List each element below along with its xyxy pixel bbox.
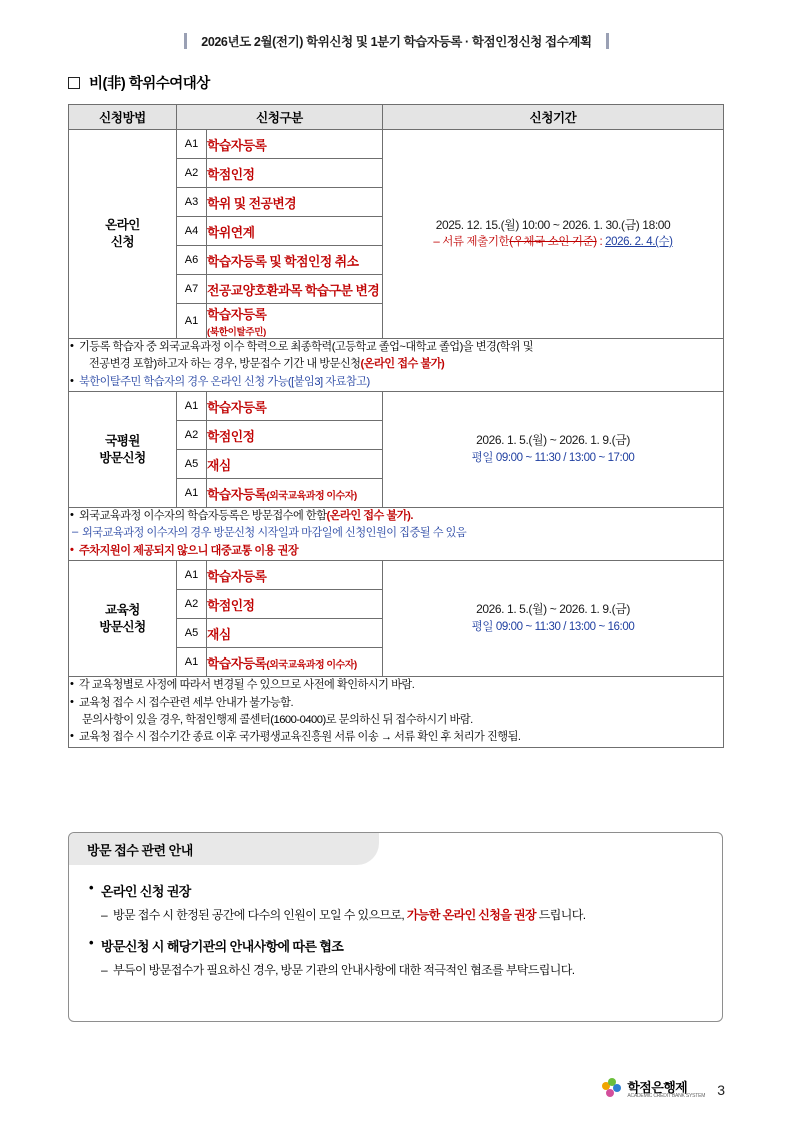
table-row <box>69 561 724 590</box>
table-notes-row <box>69 339 724 392</box>
period-line-1: 2025. 12. 15.(월) 10:00 ~ 2026. 1. 30.(금) 18:00 <box>435 217 671 232</box>
notes-online <box>69 339 724 392</box>
notice-item <box>89 881 704 924</box>
code-cell: A4 <box>177 217 207 246</box>
name-cell: 학점인정 <box>207 159 383 188</box>
code-cell: A1 <box>177 130 207 159</box>
name-cell: 학습자등록 및 학점인정 취소 <box>207 246 383 275</box>
code-cell: A2 <box>177 421 207 450</box>
note-item: – 외국교육과정 이수자의 경우 방문신청 시작일과 마감일에 신청인원이 집중될 수 있음 <box>69 525 723 542</box>
code-cell: A7 <box>177 275 207 304</box>
code-cell: A1 <box>177 479 207 508</box>
flower-icon <box>602 1080 622 1100</box>
note-item: • 교육청 접수 시 접수관련 세부 안내가 불가능함. <box>69 695 723 712</box>
name-cell: 전공교양호환과목 학습구분 변경 <box>207 275 383 304</box>
name-cell: 학습자등록 (북한이탈주민) <box>207 304 383 339</box>
name-cell: 학습자등록 <box>207 130 383 159</box>
notice-item-body: – 방문 접수 시 한정된 공간에 다수의 인원이 모일 수 있으므로, 가능한 온라인 신청을 권장 드립니다. <box>89 906 704 924</box>
name-cell: 학위 및 전공변경 <box>207 188 383 217</box>
method-gukpyeongwon: 국평원 방문신청 <box>69 392 177 508</box>
notice-item-head: • 온라인 신청 권장 <box>89 881 704 900</box>
logo-label-en: ACADEMIC CREDIT BANK SYSTEM <box>627 1093 706 1100</box>
code-cell: A1 <box>177 392 207 421</box>
header-right-bar <box>606 33 609 49</box>
logo-label-kr: 학점은행제 <box>627 1079 688 1095</box>
period-line-2: – 서류 제출기한(우체국 소인 기준) : 2026. 2. 4.(수) <box>433 236 673 249</box>
code-cell: A1 <box>177 561 207 590</box>
th-method: 신청방법 <box>69 105 177 130</box>
period-line-2: 평일 09:00 ~ 11:30 / 13:00 ~ 17:00 <box>471 451 635 464</box>
header-left-bar <box>184 33 187 49</box>
table-notes-row <box>69 508 724 561</box>
note-item: • 외국교육과정 이수자의 학습자등록은 방문접수에 한함(온라인 접수 불가). <box>69 508 723 525</box>
name-cell: 재심 <box>207 619 383 648</box>
method-education-office: 교육청 방문신청 <box>69 561 177 677</box>
visit-notice-box <box>68 832 723 1022</box>
period-line-1: 2026. 1. 5.(월) ~ 2026. 1. 9.(금) <box>476 602 630 617</box>
note-item: • 주차지원이 제공되지 않으니 대중교통 이용 권장 <box>69 543 723 560</box>
page-number: 3 <box>717 1082 725 1098</box>
notice-item-head: • 방문신청 시 해당기관의 안내사항에 따른 협조 <box>89 936 704 955</box>
th-category: 신청구분 <box>177 105 383 130</box>
code-cell: A3 <box>177 188 207 217</box>
notes-gukpyeongwon <box>69 508 724 561</box>
application-table-wrap <box>68 104 723 748</box>
note-item: • 북한이탈주민 학습자의 경우 온라인 신청 가능([붙임3] 자료참고) <box>69 374 723 391</box>
notice-body <box>89 881 704 991</box>
section-title-label: 비(非) 학위수여대상 <box>89 76 210 92</box>
table-notes-row <box>69 677 724 747</box>
notice-item-body: – 부득이 방문접수가 필요하신 경우, 방문 기관의 안내사항에 대한 적극적인 협조를 부탁드립니다. <box>89 961 704 979</box>
notes-education-office <box>69 677 724 747</box>
notice-tab-label: 방문 접수 관련 안내 <box>69 833 379 865</box>
checkbox-icon <box>68 77 80 89</box>
table-header-row <box>69 105 724 130</box>
note-item: • 교육청 접수 시 접수기간 종료 이후 국가평생교육진흥원 서류 이송 → 서류 확인 후 처리가 진행됨. <box>69 729 723 746</box>
method-online: 온라인 신청 <box>69 130 177 339</box>
name-cell: 학위연계 <box>207 217 383 246</box>
name-cell: 학습자등록 <box>207 392 383 421</box>
period-gukpyeongwon <box>383 392 724 508</box>
name-cell: 학점인정 <box>207 590 383 619</box>
cbs-logo <box>602 1080 705 1100</box>
section-title <box>68 72 210 93</box>
page-footer <box>602 1080 725 1100</box>
period-line-2: 평일 09:00 ~ 11:30 / 13:00 ~ 16:00 <box>471 621 635 634</box>
code-cell: A5 <box>177 450 207 479</box>
name-cell: 학습자등록(외국교육과정 이수자) <box>207 479 383 508</box>
period-line-1: 2026. 1. 5.(월) ~ 2026. 1. 9.(금) <box>476 433 630 448</box>
th-period: 신청기간 <box>383 105 724 130</box>
table-row <box>69 392 724 421</box>
application-table <box>68 104 724 748</box>
page-header <box>0 32 793 50</box>
notice-item <box>89 936 704 979</box>
table-row <box>69 130 724 159</box>
code-cell: A2 <box>177 590 207 619</box>
header-title: 2026년도 2월(전기) 학위신청 및 1분기 학습자등록 · 학점인정신청 접수계획 <box>201 35 592 49</box>
name-cell: 학습자등록(외국교육과정 이수자) <box>207 648 383 677</box>
period-online <box>383 130 724 339</box>
name-cell: 학점인정 <box>207 421 383 450</box>
name-cell: 학습자등록 <box>207 561 383 590</box>
code-cell: A5 <box>177 619 207 648</box>
name-cell: 재심 <box>207 450 383 479</box>
code-cell: A6 <box>177 246 207 275</box>
code-cell: A1 <box>177 648 207 677</box>
period-education-office <box>383 561 724 677</box>
note-item: • 각 교육청별로 사정에 따라서 변경될 수 있으므로 사전에 확인하시기 바람. <box>69 677 723 694</box>
note-item: 문의사항이 있을 경우, 학점인행제 콜센터(1600-0400)로 문의하신 뒤 접수하시기 바람. <box>82 713 473 726</box>
code-cell: A2 <box>177 159 207 188</box>
code-cell: A1 <box>177 304 207 339</box>
note-item: • 기등록 학습자 중 외국교육과정 이수 학력으로 최종학력(고등학교 졸업~대학교 졸업)을 변경(학위 및 전공변경 포함)하고자 하는 경우, 방문접수 기간 내 방문신청(온라인 접수 불가) <box>69 339 723 374</box>
